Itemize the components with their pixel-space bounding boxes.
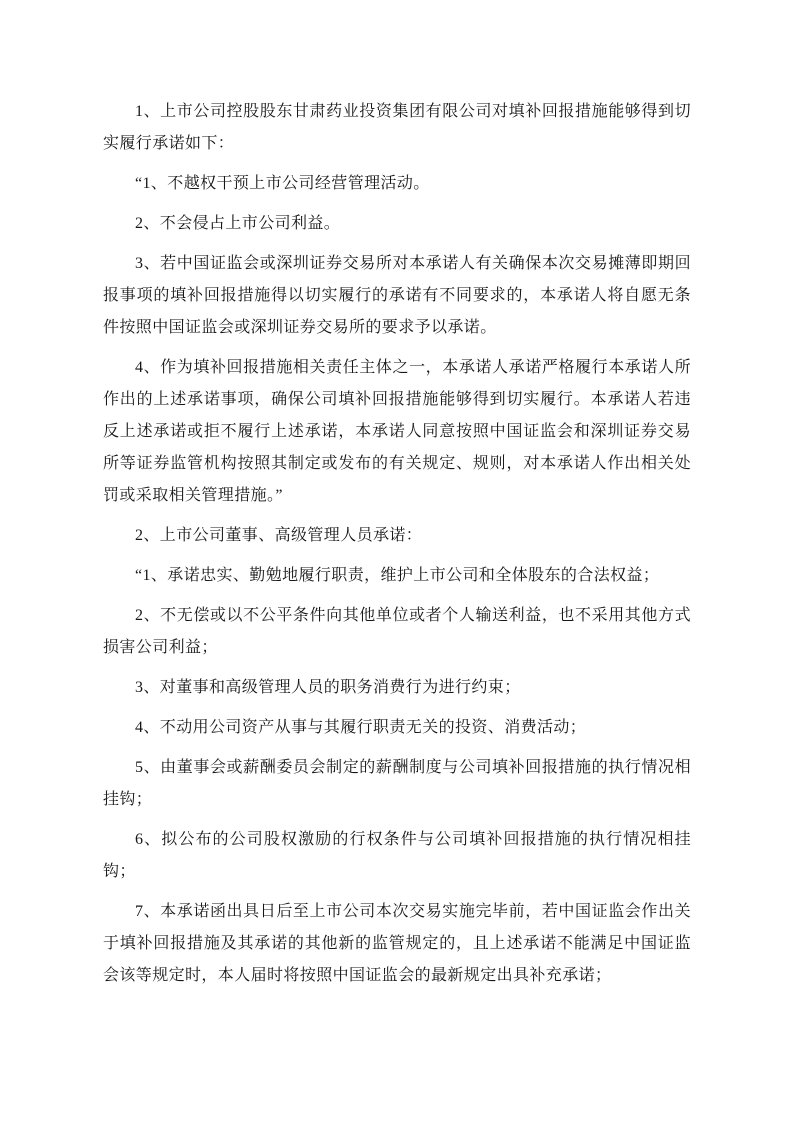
paragraph-directors-intro: 2、上市公司董事、高级管理人员承诺： [135, 527, 423, 544]
paragraph-director-commitment-3: 3、对董事和高级管理人员的职务消费行为进行约束； [135, 679, 521, 696]
paragraph-commitment-1: “1、不越权干预上市公司经营管理活动。 [135, 175, 430, 192]
paragraph-director-commitment-7: 7、本承诺函出具日后至上市公司本次交易实施完毕前，若中国证监会作出关于填补回报措施及其承诺的其他新的监管规定的，且上述承诺不能满足中国证监会该等规定时，本人届时将按照中国证监会的最新规定出具补充承诺； [103, 903, 691, 984]
paragraph-director-commitment-5: 5、由董事会或薪酬委员会制定的薪酬制度与公司填补回报措施的执行情况相挂钩； [103, 759, 691, 808]
paragraph-controlling-shareholder-intro: 1、上市公司控股股东甘肃药业投资集团有限公司对填补回报措施能够得到切实履行承诺如下： [103, 103, 691, 152]
paragraph-commitment-2: 2、不会侵占上市公司利益。 [135, 215, 341, 232]
paragraph-commitment-4: 4、作为填补回报措施相关责任主体之一，本承诺人承诺严格履行本承诺人所作出的上述承诺事项，确保公司填补回报措施能够得到切实履行。本承诺人若违反上述承诺或拒不履行上述承诺，本承诺人同意按照中国证监会和深圳证券交易所等证券监管机构按照其制定或发布的有关规定、规则，对本承诺人作出相关处罚或采取相关管理措施。” [103, 359, 691, 504]
paragraph-director-commitment-4: 4、不动用公司资产从事与其履行职责无关的投资、消费活动； [135, 719, 587, 736]
paragraph-director-commitment-2: 2、不无偿或以不公平条件向其他单位或者个人输送利益，也不采用其他方式损害公司利益； [103, 607, 691, 656]
paragraph-director-commitment-1: “1、承诺忠实、勤勉地履行职责，维护上市公司和全体股东的合法权益； [135, 567, 660, 584]
paragraph-commitment-3: 3、若中国证监会或深圳证券交易所对本承诺人有关确保本次交易摊薄即期回报事项的填补回报措施得以切实履行的承诺有不同要求的，本承诺人将自愿无条件按照中国证监会或深圳证券交易所的要求予以承诺。 [103, 255, 691, 336]
paragraph-director-commitment-6: 6、拟公布的公司股权激励的行权条件与公司填补回报措施的执行情况相挂钩； [103, 831, 691, 880]
